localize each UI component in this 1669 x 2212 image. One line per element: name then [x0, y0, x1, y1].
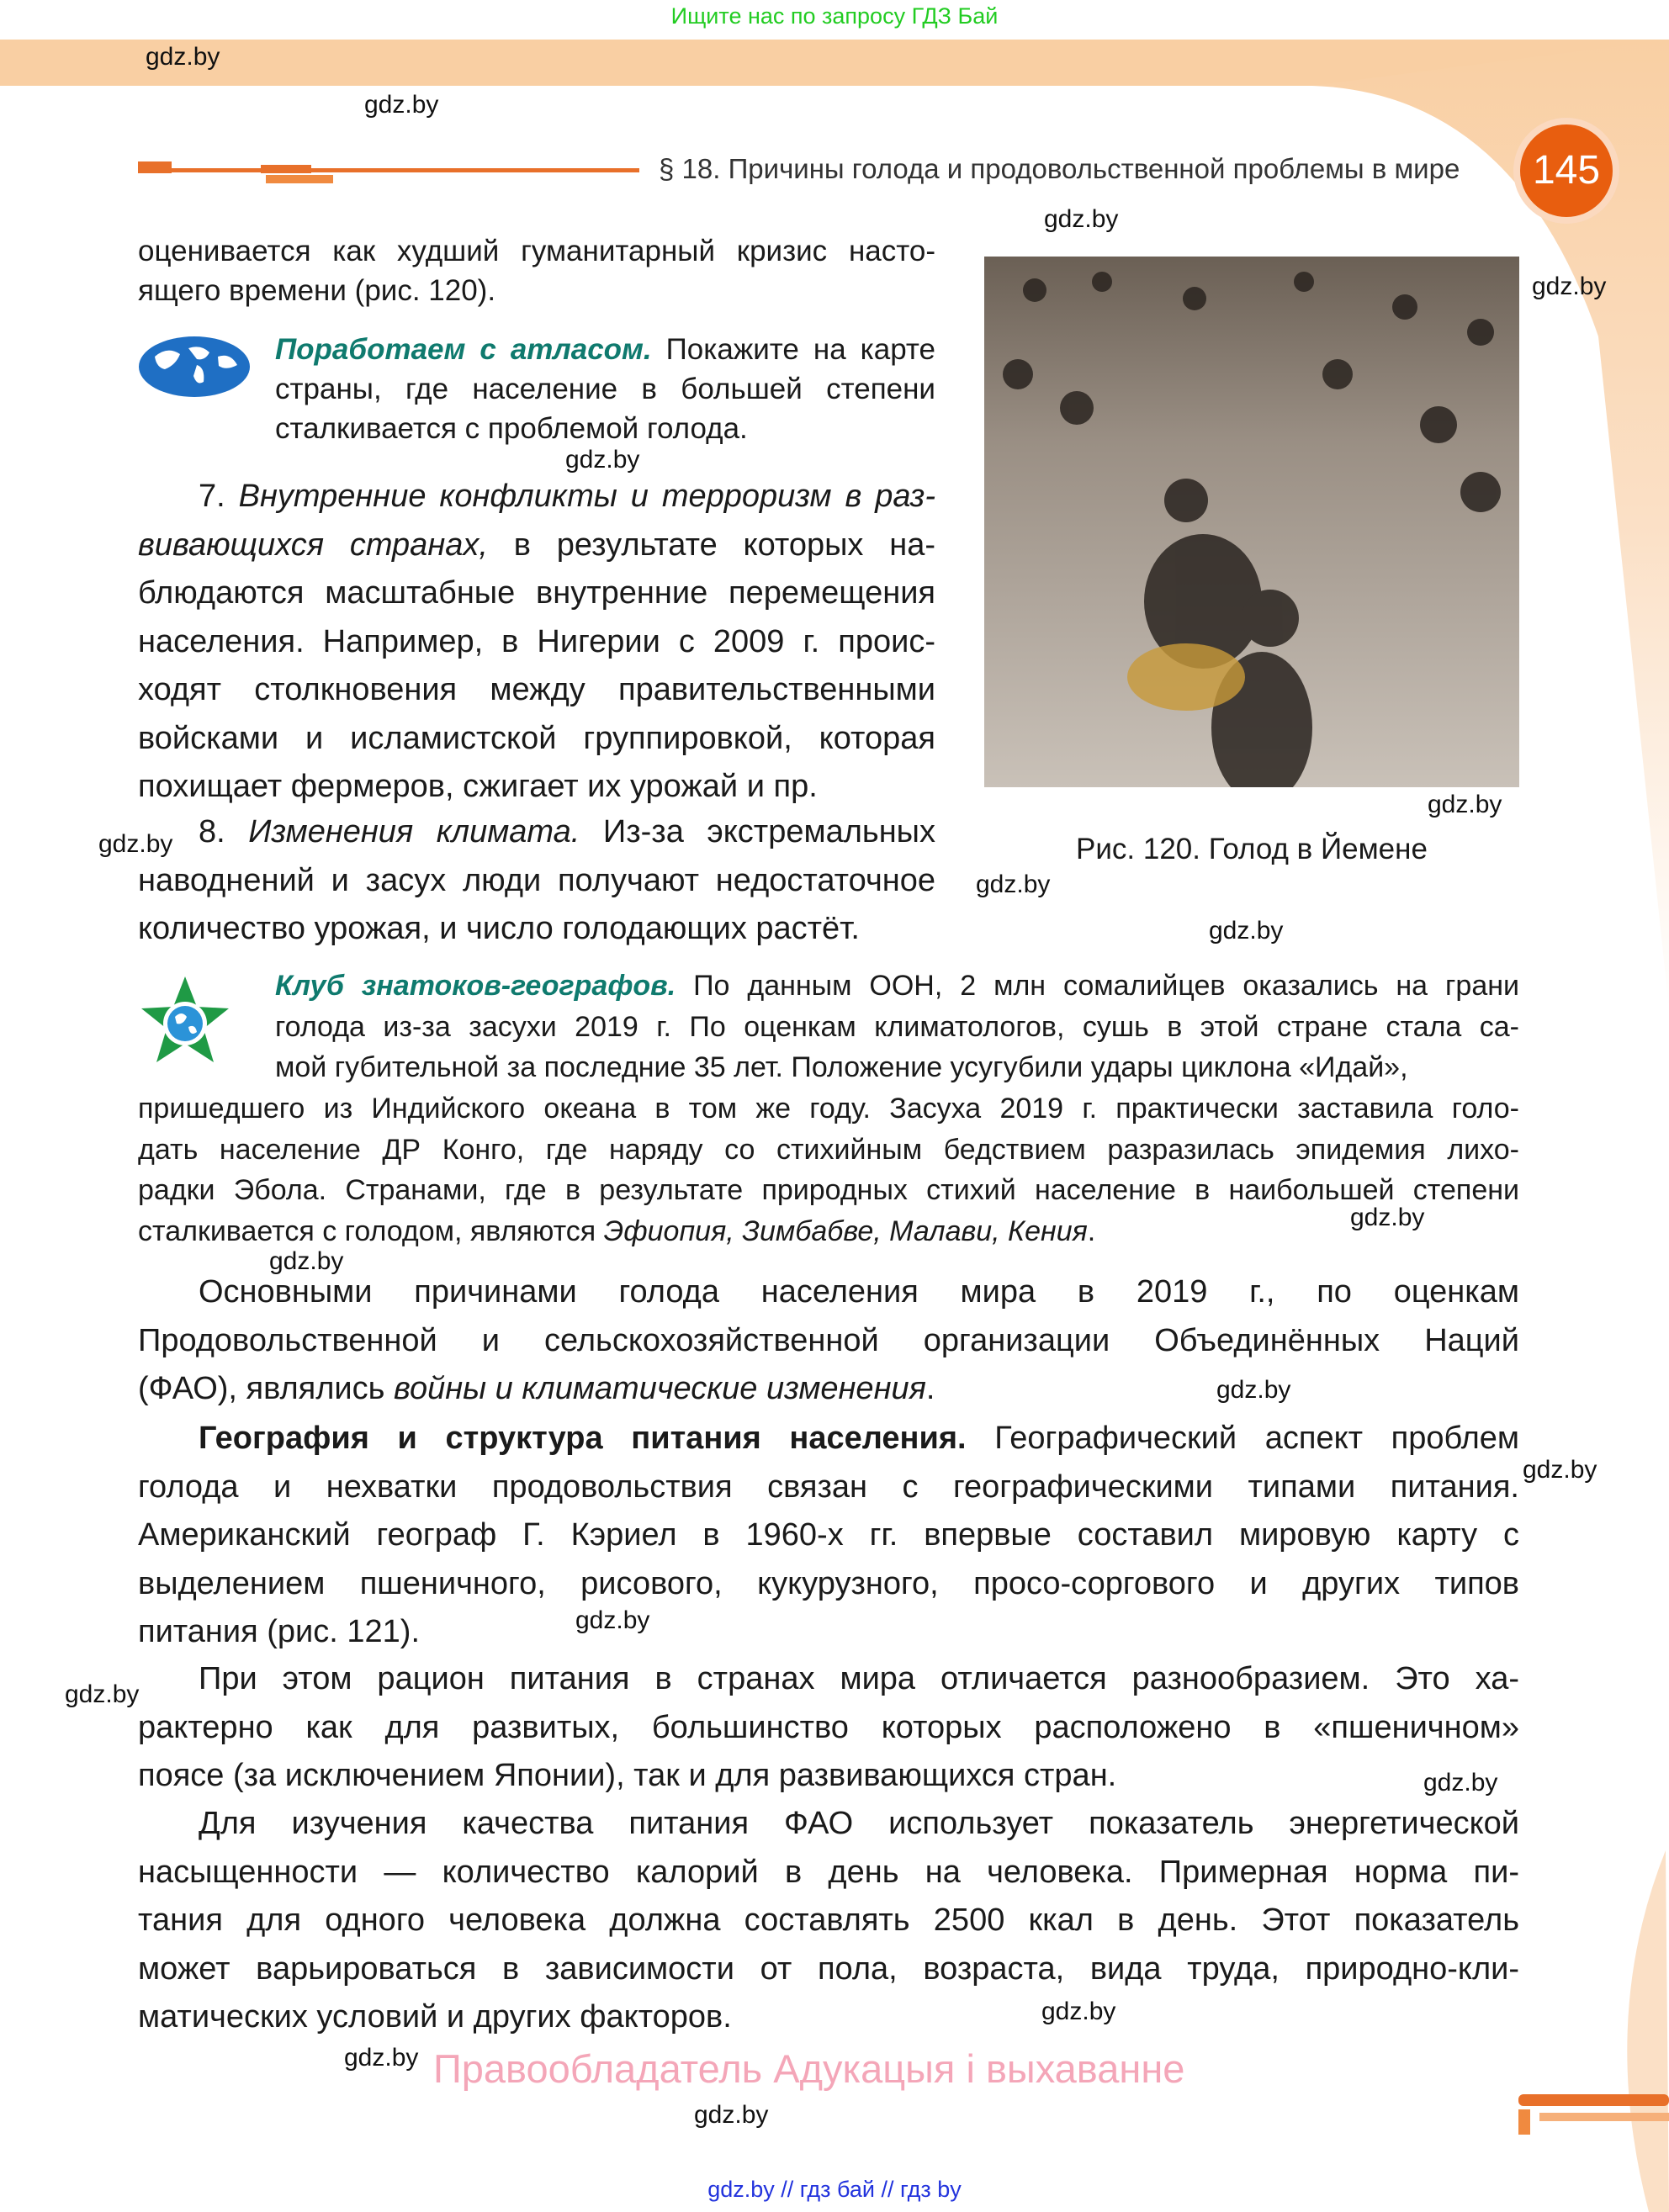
text-run: 8.: [199, 814, 249, 849]
watermark: gdz.by: [1041, 1998, 1116, 2025]
text-line: [138, 1655, 1519, 1704]
watermark: gdz.by: [1523, 1456, 1597, 1484]
text-line: [138, 666, 935, 715]
text-run: наводнений и засух люди получают недостаточное: [138, 862, 935, 898]
watermark: gdz.by: [575, 1606, 650, 1634]
text-run: мой губительной за последние 35 лет. Положение усугубили удары циклона «Идай»,: [275, 1051, 1408, 1084]
bottom-links[interactable]: gdz.by // гдз бай // гдз by: [707, 2177, 962, 2202]
text-run: 7.: [199, 479, 239, 514]
text-line: [138, 1268, 1519, 1317]
text-run: сталкивается с голодом, являются: [138, 1214, 604, 1247]
text-line: [275, 330, 935, 369]
watermark: gdz.by: [98, 830, 173, 858]
watermark: gdz.by: [1216, 1376, 1291, 1404]
page-number: 145: [1520, 124, 1613, 217]
text-run: выделением пшеничного, рисового, кукурузного, просо-соргового и других типов: [138, 1565, 1519, 1601]
text-run: Для изучения качества питания ФАО использует показатель энергетической: [199, 1806, 1519, 1841]
famine-photo: [984, 257, 1519, 787]
text-run: в результате которых на-: [487, 527, 935, 563]
text-line: [138, 857, 935, 906]
text-line: [138, 1608, 1519, 1657]
text-run: .: [1087, 1214, 1096, 1247]
emphasis-run: Поработаем с атласом.: [275, 333, 652, 366]
text-line: [138, 763, 935, 812]
text-line: [138, 271, 935, 310]
text-run: блюдаются масштабные внутренние перемещения: [138, 575, 935, 611]
header-rule: [138, 161, 639, 183]
text-run: страны, где население в большей степени: [275, 373, 935, 405]
text-line: [275, 409, 935, 448]
text-run: радки Эбола. Странами, где в результате природных стихий население в наибольшей степени: [138, 1174, 1519, 1207]
text-run: дать население ДР Конго, где наряду со стихийным бедствием разразилась эпидемия лихо-: [138, 1133, 1519, 1166]
text-run: похищает фермеров, сжигает их урожай и пр.: [138, 769, 818, 804]
text-line: [138, 231, 935, 271]
section-title: § 18. Причины голода и продовольственной проблемы в мире: [659, 153, 1460, 184]
text-run: пришедшего из Индийского океана в том же году. Засуха 2019 г. практически заставила голо-: [138, 1093, 1519, 1125]
text-line: [138, 905, 935, 954]
text-line: [138, 1170, 1519, 1211]
text-line: [275, 1047, 1519, 1088]
atlas-globe-icon: [138, 336, 251, 398]
text-line: [138, 808, 935, 857]
intro-paragraph: [138, 231, 935, 310]
text-run: рактерно как для развитых, большинство которых расположено в «пшеничном»: [138, 1709, 1519, 1745]
watermark: gdz.by: [65, 1680, 140, 1708]
text-line: [138, 1365, 1519, 1414]
text-line: [138, 1704, 1519, 1753]
text-line: [138, 1945, 1519, 1994]
text-run: Покажите на карте: [651, 333, 935, 366]
text-line: [275, 966, 1519, 1007]
text-run: населения. Например, в Нигерии с 2009 г. проис-: [138, 623, 935, 659]
watermark: gdz.by: [1209, 917, 1284, 945]
text-line: [138, 569, 935, 618]
text-run: Американский географ Г. Кэриел в 1960-х гг. впервые составил мировую карту с: [138, 1517, 1519, 1553]
text-run: голода и нехватки продовольствия связан с географическими типами питания.: [138, 1468, 1519, 1505]
text-run: матических условий и других факторов.: [138, 1999, 732, 2035]
text-run: сталкивается с проблемой голода.: [275, 412, 748, 445]
text-line: [138, 521, 935, 570]
paragraph-diet-diversity: [138, 1655, 1519, 1801]
text-line: [138, 1752, 1519, 1801]
text-line: [275, 369, 935, 409]
italic-run: Изменения климата.: [248, 814, 580, 849]
paragraph-8: [138, 808, 935, 954]
text-run: Основными причинами голода населения мира в 2019 г., по оценкам: [199, 1274, 1519, 1310]
text-line: [138, 1130, 1519, 1171]
text-run: (ФАО), являлись: [138, 1371, 394, 1406]
main-paragraph-causes: [138, 1268, 1519, 1414]
italic-run: войны и климатические изменения: [393, 1371, 926, 1406]
text-run: количество урожая, и число голодающих растёт.: [138, 911, 860, 946]
search-hint-banner[interactable]: Ищите нас по запросу ГДЗ Бай: [670, 3, 999, 29]
text-run: Продовольственной и сельскохозяйственной организации Объединённых Наций: [138, 1322, 1519, 1358]
geographers-club-text-cont: [138, 1088, 1519, 1252]
paragraph-energy-index: [138, 1800, 1519, 2042]
text-run: Географический аспект проблем: [966, 1421, 1520, 1456]
watermark: gdz.by: [1532, 273, 1607, 300]
watermark: gdz.by: [1423, 1769, 1498, 1797]
watermark: gdz.by: [694, 2101, 769, 2129]
text-line: [138, 473, 935, 521]
text-line: [275, 1007, 1519, 1048]
text-run: голода из-за засухи 2019 г. По оценкам климатологов, сушь в этой стране стала са-: [275, 1010, 1519, 1043]
watermark: gdz.by: [146, 43, 220, 71]
watermark: gdz.by: [344, 2044, 419, 2072]
text-run: оценивается как худший гуманитарный кризис насто-: [138, 235, 935, 267]
text-run: По данным ООН, 2 млн сомалийцев оказались на грани: [676, 970, 1519, 1002]
text-run: питания (рис. 121).: [138, 1614, 421, 1649]
text-run: При этом рацион питания в странах мира отличается разнообразием. Это ха-: [199, 1661, 1519, 1696]
watermark: gdz.by: [976, 871, 1051, 898]
copyright-notice: Правообладатель Адукацыя і выхаванне: [433, 2046, 1185, 2091]
text-run: может варьироваться в зависимости от пола, возраста, вида труда, природно-кли-: [138, 1950, 1519, 1987]
text-line: [138, 1897, 1519, 1945]
text-line: [138, 1088, 1519, 1130]
emphasis-run: Клуб знатоков-географов.: [275, 970, 676, 1002]
watermark: gdz.by: [364, 91, 439, 119]
italic-run: Эфиопия, Зимбабве, Малави, Кения: [603, 1214, 1088, 1247]
text-run: Из-за экстремальных: [580, 814, 935, 849]
figure-caption: Рис. 120. Голод в Йемене: [1076, 833, 1428, 865]
watermark: gdz.by: [1044, 205, 1119, 233]
paragraph-geography-nutrition: [138, 1415, 1519, 1657]
watermark: gdz.by: [1428, 791, 1502, 818]
text-line: [138, 1993, 1519, 2042]
paragraph-7: [138, 473, 935, 812]
text-line: [138, 1849, 1519, 1897]
emphasis-run: География и структура питания населения.: [199, 1421, 967, 1456]
italic-run: вивающихся странах,: [138, 527, 488, 563]
text-run: войсками и исламистской группировкой, которая: [138, 720, 935, 756]
text-run: поясе (за исключением Японии), так и для развивающихся стран.: [138, 1758, 1117, 1793]
watermark: gdz.by: [565, 446, 640, 474]
text-line: [138, 1511, 1519, 1560]
text-line: [138, 1211, 1519, 1252]
geographers-club-text: [275, 966, 1519, 1088]
text-line: [138, 1415, 1519, 1463]
watermark: gdz.by: [1350, 1204, 1425, 1231]
text-line: [138, 1463, 1519, 1512]
text-run: ящего времени (рис. 120).: [138, 274, 496, 307]
text-run: ходят столкновения между правительственными: [138, 672, 935, 707]
text-run: тания для одного человека должна составлять 2500 ккал в день. Этот показатель: [138, 1902, 1519, 1938]
text-line: [138, 618, 935, 667]
atlas-task: [275, 330, 935, 448]
text-line: [138, 1800, 1519, 1849]
text-run: насыщенности — количество калорий в день на человека. Примерная норма пи-: [138, 1854, 1519, 1890]
text-run: .: [925, 1371, 935, 1406]
text-line: [138, 715, 935, 764]
text-line: [138, 1560, 1519, 1609]
geographers-club-icon: [138, 973, 233, 1068]
italic-run: Внутренние конфликты и терроризм в раз-: [238, 479, 936, 514]
watermark: gdz.by: [269, 1247, 344, 1275]
text-line: [138, 1317, 1519, 1366]
